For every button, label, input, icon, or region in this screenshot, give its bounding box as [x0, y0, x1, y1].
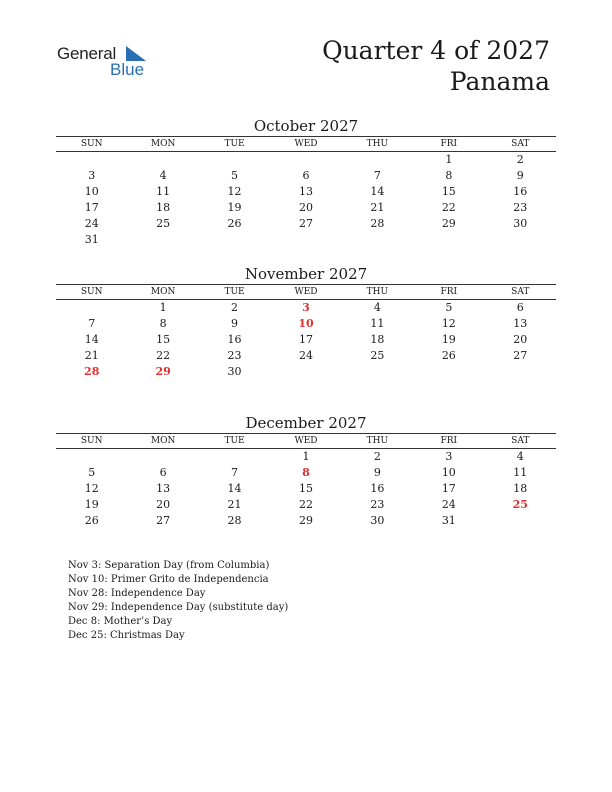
weekday-label: SAT — [485, 434, 556, 449]
weekday-label: FRI — [413, 137, 484, 152]
day-cell: 5 — [231, 169, 239, 182]
holiday-day-cell: 10 — [298, 317, 314, 330]
day-cell: 29 — [441, 217, 456, 230]
day-cell: 6 — [516, 301, 524, 314]
day-cell: 10 — [441, 466, 456, 479]
week-row — [56, 152, 556, 169]
day-cell: 4 — [516, 450, 524, 463]
day-cell: 14 — [370, 185, 385, 198]
day-cell: 3 — [445, 450, 453, 463]
holiday-day-cell: 28 — [84, 365, 100, 378]
month-title: December 2027 — [245, 414, 367, 432]
week-row — [56, 348, 556, 364]
day-cell: 7 — [231, 466, 239, 479]
generalblue-logo — [57, 44, 157, 80]
day-cell: 19 — [84, 498, 99, 511]
day-cell: 18 — [370, 333, 385, 346]
empty-day-cell — [270, 364, 341, 380]
day-cell: 4 — [159, 169, 167, 182]
day-cell: 8 — [445, 169, 453, 182]
day-cell: 19 — [441, 333, 456, 346]
day-cell: 17 — [84, 201, 99, 214]
day-cell: 15 — [156, 333, 171, 346]
day-cell: 18 — [156, 201, 171, 214]
day-cell: 27 — [513, 349, 528, 362]
holiday-day-cell: 3 — [302, 301, 310, 314]
country-name: Panama — [449, 67, 550, 96]
week-row — [56, 232, 556, 248]
day-cell: 24 — [298, 349, 313, 362]
day-cell: 24 — [84, 217, 99, 230]
holiday-note: Nov 10: Primer Grito de Independencia — [68, 574, 269, 585]
day-cell: 6 — [302, 169, 310, 182]
holiday-day-cell: 25 — [512, 498, 528, 511]
weekday-label: TUE — [199, 434, 270, 449]
day-cell: 19 — [227, 201, 242, 214]
day-cell: 5 — [88, 466, 96, 479]
day-cell: 15 — [298, 482, 313, 495]
weekday-label: SUN — [56, 137, 127, 152]
day-cell: 26 — [84, 514, 99, 527]
weekday-label: SUN — [56, 285, 127, 300]
holiday-note: Nov 28: Independence Day — [68, 588, 206, 599]
weekday-label: MON — [127, 137, 198, 152]
day-cell: 6 — [159, 466, 167, 479]
week-row — [56, 216, 556, 232]
month-title: October 2027 — [253, 117, 359, 135]
day-cell: 28 — [227, 514, 242, 527]
weekday-label: WED — [270, 434, 341, 449]
empty-day-cell — [485, 364, 556, 380]
empty-day-cell — [199, 232, 270, 248]
day-cell: 14 — [227, 482, 242, 495]
day-cell: 1 — [159, 301, 167, 314]
day-cell: 17 — [441, 482, 456, 495]
day-cell: 21 — [370, 201, 385, 214]
holiday-note: Dec 8: Mother’s Day — [68, 616, 173, 627]
day-cell: 29 — [298, 514, 313, 527]
day-cell: 11 — [513, 466, 528, 479]
day-cell: 18 — [513, 482, 528, 495]
day-cell: 9 — [516, 169, 524, 182]
day-cell: 20 — [298, 201, 313, 214]
empty-day-cell — [56, 152, 127, 169]
empty-day-cell — [199, 152, 270, 169]
week-row — [56, 481, 556, 497]
day-cell: 12 — [441, 317, 456, 330]
weekday-label: THU — [342, 434, 413, 449]
day-cell: 21 — [227, 498, 242, 511]
day-cell: 22 — [441, 201, 456, 214]
day-cell: 30 — [370, 514, 385, 527]
page-header — [322, 36, 550, 98]
day-cell: 25 — [370, 349, 385, 362]
empty-day-cell — [199, 449, 270, 466]
empty-day-cell — [485, 513, 556, 529]
week-row — [56, 184, 556, 200]
empty-day-cell — [270, 152, 341, 169]
weekday-label: TUE — [199, 137, 270, 152]
week-row — [56, 168, 556, 184]
weekday-label: THU — [342, 285, 413, 300]
day-cell: 11 — [370, 317, 385, 330]
weekday-label: FRI — [413, 285, 484, 300]
month-november — [56, 264, 556, 380]
empty-day-cell — [56, 300, 127, 317]
day-cell: 16 — [513, 185, 528, 198]
empty-day-cell — [127, 449, 198, 466]
weekday-label: SAT — [485, 137, 556, 152]
day-cell: 22 — [156, 349, 171, 362]
day-cell: 13 — [156, 482, 171, 495]
day-cell: 30 — [227, 365, 242, 378]
week-row — [56, 497, 556, 513]
day-cell: 27 — [156, 514, 171, 527]
weekday-label: MON — [127, 434, 198, 449]
empty-day-cell — [485, 232, 556, 248]
day-cell: 26 — [441, 349, 456, 362]
empty-day-cell — [56, 449, 127, 466]
empty-day-cell — [127, 152, 198, 169]
day-cell: 15 — [441, 185, 456, 198]
weekday-label: SAT — [485, 285, 556, 300]
calendar-grid — [56, 433, 556, 529]
week-row — [56, 316, 556, 332]
empty-day-cell — [342, 152, 413, 169]
weekday-label: TUE — [199, 285, 270, 300]
day-cell: 20 — [513, 333, 528, 346]
week-row — [56, 513, 556, 529]
month-october — [56, 116, 556, 248]
day-cell: 17 — [298, 333, 313, 346]
weekday-header-row — [56, 434, 556, 449]
day-cell: 12 — [227, 185, 242, 198]
holiday-notes — [68, 559, 288, 643]
day-cell: 5 — [445, 301, 453, 314]
day-cell: 31 — [441, 514, 456, 527]
day-cell: 20 — [156, 498, 171, 511]
calendar-grid — [56, 284, 556, 380]
day-cell: 7 — [373, 169, 381, 182]
weekday-label: MON — [127, 285, 198, 300]
day-cell: 21 — [84, 349, 99, 362]
day-cell: 10 — [84, 185, 99, 198]
weekday-label: THU — [342, 137, 413, 152]
day-cell: 9 — [231, 317, 239, 330]
day-cell: 28 — [370, 217, 385, 230]
holiday-day-cell: 8 — [302, 466, 310, 479]
day-cell: 30 — [513, 217, 528, 230]
day-cell: 2 — [373, 450, 381, 463]
week-row — [56, 200, 556, 216]
day-cell: 8 — [159, 317, 167, 330]
day-cell: 11 — [156, 185, 171, 198]
day-cell: 3 — [88, 169, 96, 182]
week-row — [56, 300, 556, 317]
day-cell: 24 — [441, 498, 456, 511]
day-cell: 16 — [227, 333, 242, 346]
week-row — [56, 364, 556, 380]
logo-word-general: General — [57, 44, 117, 63]
week-row — [56, 465, 556, 481]
weekday-label: WED — [270, 137, 341, 152]
holiday-note: Nov 3: Separation Day (from Columbia) — [68, 560, 270, 571]
day-cell: 12 — [84, 482, 99, 495]
empty-day-cell — [270, 232, 341, 248]
weekday-label: WED — [270, 285, 341, 300]
day-cell: 23 — [513, 201, 528, 214]
logo-word-blue: Blue — [110, 60, 145, 79]
weekday-header-row — [56, 137, 556, 152]
day-cell: 7 — [88, 317, 96, 330]
calendar-grid — [56, 136, 556, 248]
empty-day-cell — [342, 364, 413, 380]
empty-day-cell — [413, 364, 484, 380]
weekday-label: SUN — [56, 434, 127, 449]
day-cell: 26 — [227, 217, 242, 230]
empty-day-cell — [342, 232, 413, 248]
month-december — [56, 413, 556, 529]
day-cell: 1 — [445, 153, 453, 166]
weekday-header-row — [56, 285, 556, 300]
week-row — [56, 332, 556, 348]
day-cell: 13 — [298, 185, 313, 198]
day-cell: 9 — [373, 466, 381, 479]
day-cell: 14 — [84, 333, 99, 346]
month-title: November 2027 — [244, 265, 368, 283]
day-cell: 23 — [370, 498, 385, 511]
empty-day-cell — [413, 232, 484, 248]
holiday-note: Dec 25: Christmas Day — [68, 630, 185, 641]
day-cell: 2 — [516, 153, 524, 166]
day-cell: 2 — [231, 301, 239, 314]
week-row — [56, 449, 556, 466]
day-cell: 25 — [156, 217, 171, 230]
holiday-day-cell: 29 — [155, 365, 171, 378]
day-cell: 13 — [513, 317, 528, 330]
day-cell: 1 — [302, 450, 310, 463]
day-cell: 16 — [370, 482, 385, 495]
day-cell: 22 — [298, 498, 313, 511]
day-cell: 4 — [373, 301, 381, 314]
holiday-note: Nov 29: Independence Day (substitute day) — [68, 602, 289, 613]
page-title: Quarter 4 of 2027 — [322, 36, 550, 65]
day-cell: 31 — [84, 233, 99, 246]
empty-day-cell — [127, 232, 198, 248]
day-cell: 27 — [298, 217, 313, 230]
day-cell: 23 — [227, 349, 242, 362]
weekday-label: FRI — [413, 434, 484, 449]
